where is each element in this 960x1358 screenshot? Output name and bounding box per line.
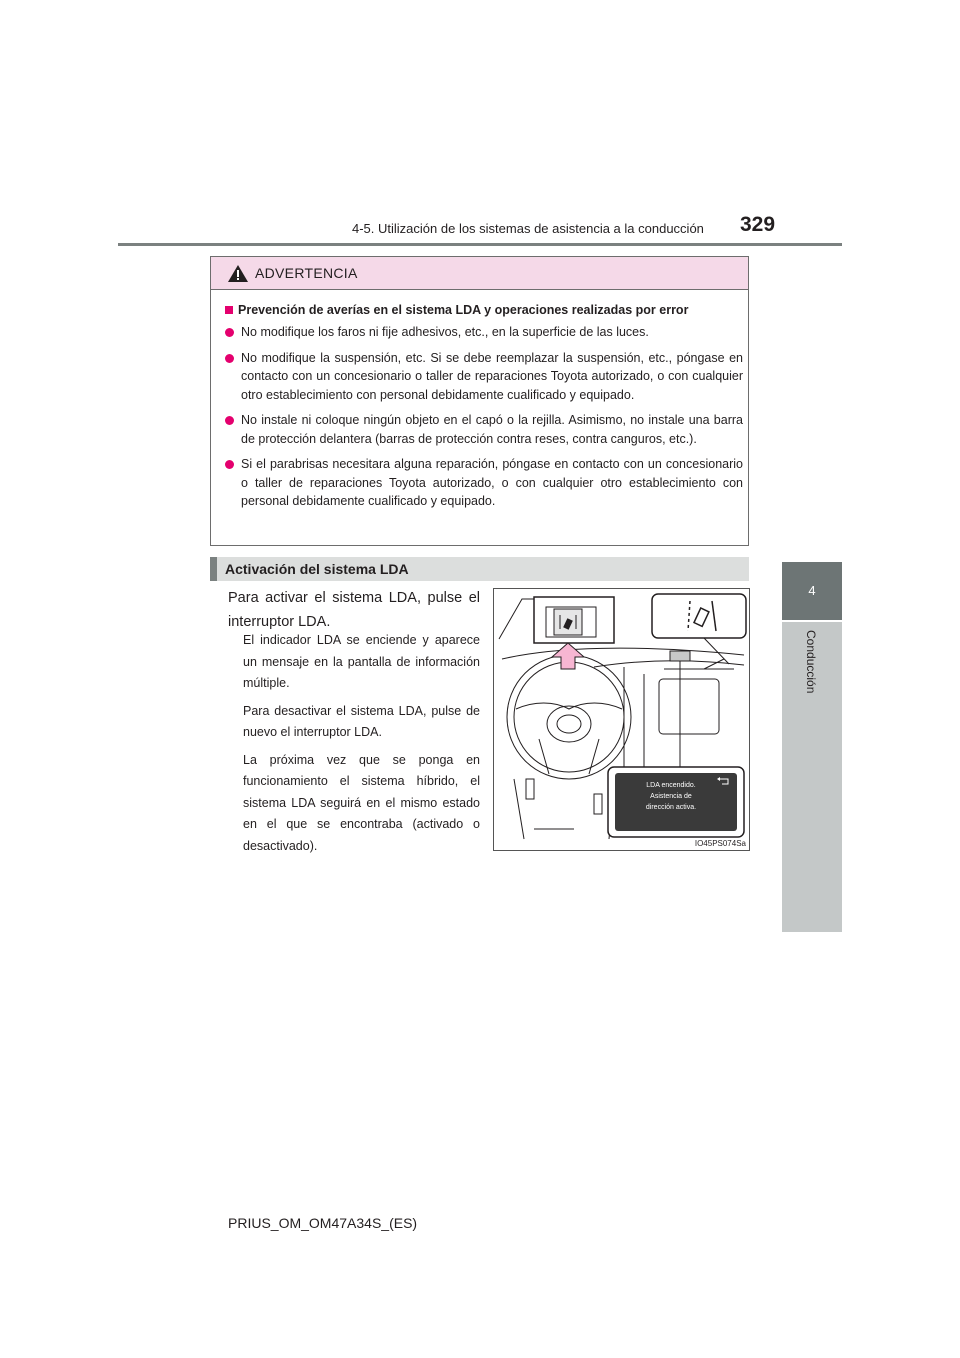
warning-header <box>211 257 748 290</box>
chapter-tab: 4 <box>782 562 842 620</box>
bullet-dot-icon <box>225 460 234 469</box>
bullet-text: No modifique la suspensión, etc. Si se debe reemplazar la suspensión, etc., póngase en contacto con un concesionario o taller de reparaciones Toyota autorizado, o con cualquier otro establecimiento con personal debidamente cualificado y equipado. <box>241 350 743 402</box>
bullet-text: No modifique los faros ni fije adhesivos, etc., en la superficie de las luces. <box>241 325 649 339</box>
header-divider <box>118 243 842 246</box>
bullet-dot-icon <box>225 354 234 363</box>
list-item <box>225 455 743 511</box>
warning-subheading-text: Prevención de averías en el sistema LDA y operaciones realizadas por error <box>238 303 689 317</box>
page-number: 329 <box>740 213 776 236</box>
bullet-dot-icon <box>225 416 234 425</box>
bullet-dot-icon <box>225 328 234 337</box>
list-item <box>225 411 743 448</box>
warning-title: ADVERTENCIA <box>255 265 358 281</box>
chapter-label: Conducción <box>804 630 818 694</box>
warning-bullet-list <box>225 323 743 518</box>
warning-box <box>210 256 749 546</box>
document-footer: PRIUS_OM_OM47A34S_(ES) <box>228 1215 418 1231</box>
section-heading <box>210 557 749 581</box>
section-title: Activación del sistema LDA <box>225 561 409 577</box>
warning-triangle-icon <box>228 265 248 282</box>
paragraph: Para desactivar el sistema LDA, pulse de nuevo el interruptor LDA. <box>243 703 480 739</box>
list-item <box>225 323 743 342</box>
warning-subheading <box>225 303 688 317</box>
display-line: Asistencia de <box>650 793 692 800</box>
section-accent <box>210 557 217 581</box>
bullet-text: No instale ni coloque ningún objeto en el capó o la rejilla. Asimismo, no instale una barra de protección delantera (barras de protección contra reses, contra canguros, etc.). <box>241 413 743 446</box>
list-item <box>225 349 743 405</box>
square-bullet-icon <box>225 306 233 314</box>
bullet-text: Si el parabrisas necesitara alguna reparación, póngase en contacto con un concesionario o taller de reparaciones Toyota autorizado, o con cualquier otro establecimiento con personal debidamente cualificado y equipado. <box>241 457 743 508</box>
intro-text: Para activar el sistema LDA, pulse el interruptor LDA. <box>228 590 480 630</box>
display-line: LDA encendido. <box>646 782 696 789</box>
body-paragraphs <box>243 630 480 863</box>
paragraph: El indicador LDA se enciende y aparece un mensaje en la pantalla de información múltiple. <box>243 633 480 690</box>
paragraph: La próxima vez que se ponga en funcionamiento el sistema híbrido, el sistema LDA seguirá en el mismo estado en el que se encontraba (activado o desactivado). <box>243 752 480 853</box>
header-section-title: 4-5. Utilización de los sistemas de asistencia a la conducción <box>352 221 704 236</box>
display-message <box>611 780 731 813</box>
display-line: dirección activa. <box>645 804 697 811</box>
figure-code: IO45PS074Sa <box>694 839 746 848</box>
